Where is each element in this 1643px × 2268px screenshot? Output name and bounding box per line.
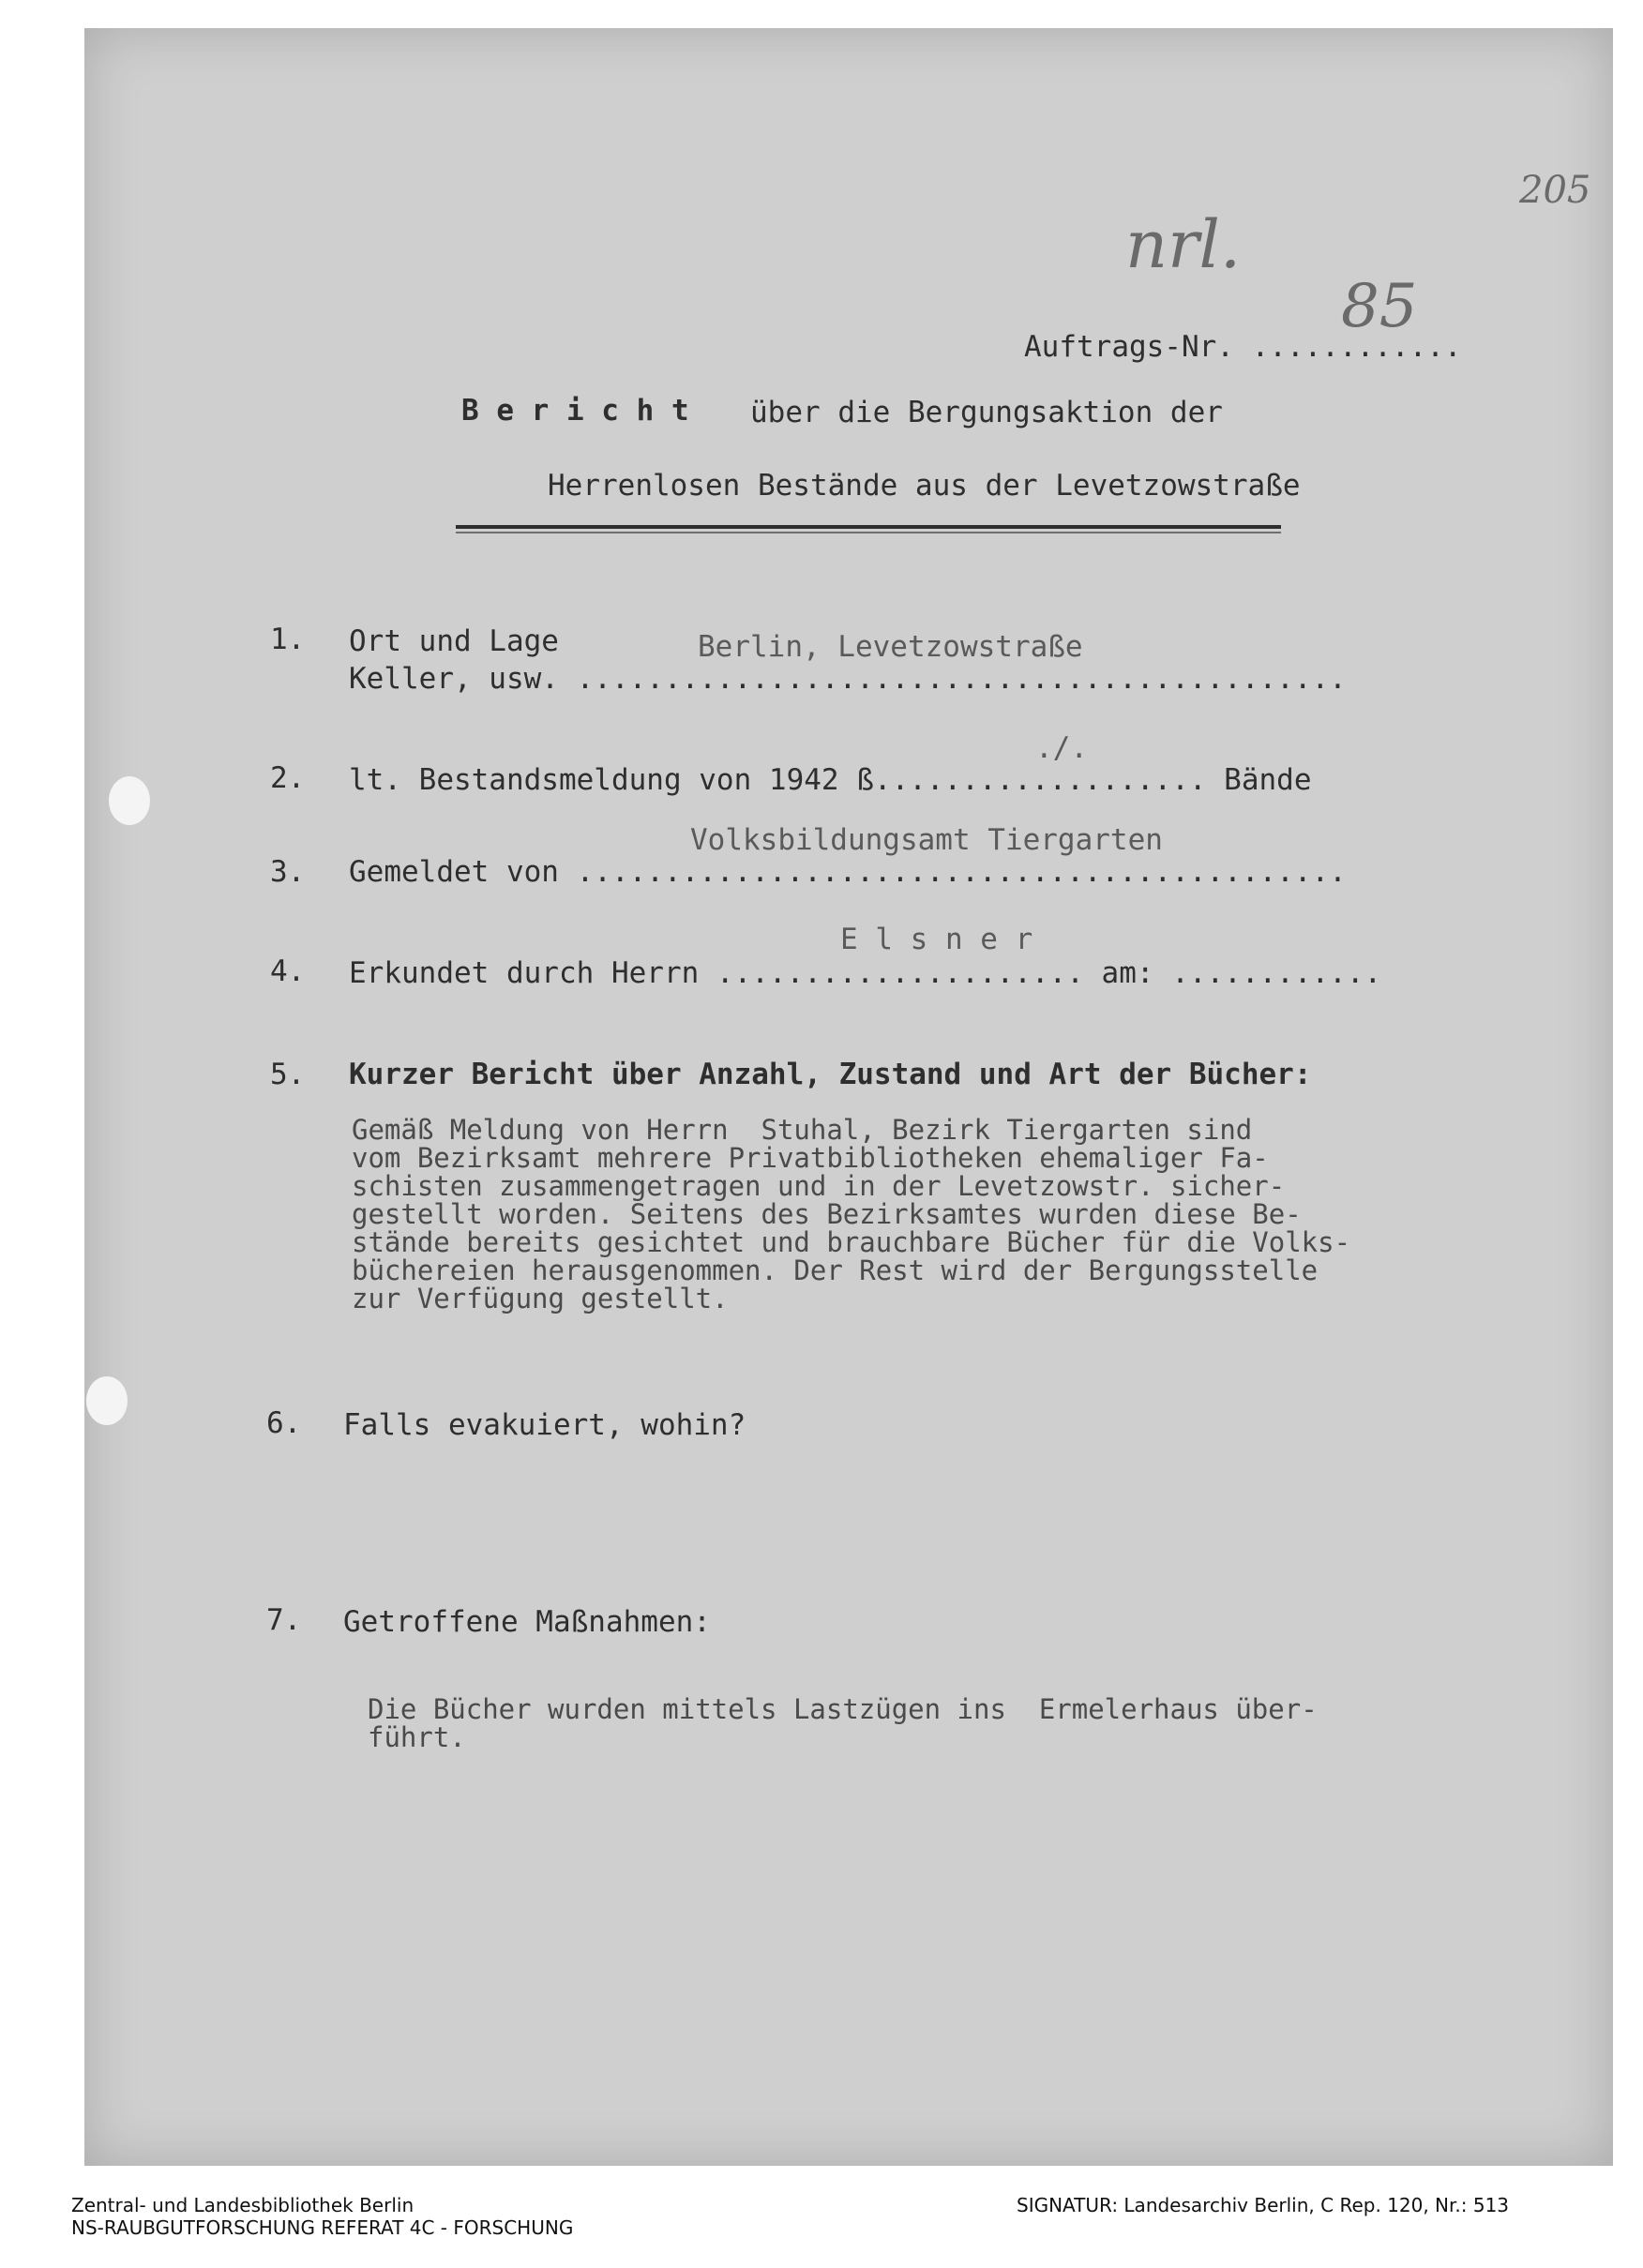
report-text-line: schisten zusammengetragen und in der Levetzowstr. sicher- (352, 1170, 1286, 1202)
item5-report-text (352, 1116, 1571, 1313)
item5-number: 5. (270, 1058, 306, 1091)
title-underline (456, 525, 1281, 529)
measures-text-line: Die Bücher wurden mittels Lastzügen ins Ermelerhaus über- (368, 1693, 1318, 1725)
title-underline-2 (456, 532, 1281, 533)
item2-line: lt. Bestandsmeldung von 1942 ß................... Bände (349, 763, 1312, 797)
footer-left-line2: NS-RAUBGUTFORSCHUNG REFERAT 4C - FORSCHUNG (71, 2216, 574, 2239)
item6-line: Falls evakuiert, wohin? (343, 1408, 746, 1442)
item1-label: Ort und Lage (349, 624, 559, 658)
measures-text-line: führt. (368, 1721, 466, 1753)
order-number-label: Auftrags-Nr. ............ (1024, 330, 1462, 364)
item3-number: 3. (270, 855, 306, 889)
report-title-rest: über die Bergungsaktion der (750, 396, 1223, 429)
item3-value: Volksbildungsamt Tiergarten (690, 823, 1163, 857)
report-text-line: büchereien herausgenommen. Der Rest wird der Bergungsstelle (352, 1254, 1319, 1286)
footer-signature: SIGNATUR: Landesarchiv Berlin, C Rep. 120, Nr.: 513 (1017, 2194, 1510, 2216)
item1-number: 1. (270, 623, 306, 656)
item3-line: Gemeldet von ............................................ (349, 855, 1347, 889)
item2-number: 2. (270, 761, 306, 795)
item2-value: ./. (1035, 731, 1088, 765)
report-text-line: gestellt worden. Seitens des Bezirksamtes wurden diese Be- (352, 1198, 1302, 1230)
item1-value: Berlin, Levetzowstraße (698, 630, 1083, 664)
item6-number: 6. (266, 1406, 302, 1440)
item4-line: Erkundet durch Herrn ..................... am: ............ (349, 956, 1382, 990)
item1-label-line2: Keller, usw. ............................................ (349, 662, 1347, 696)
item4-value: E l s n e r (840, 923, 1033, 956)
item4-number: 4. (270, 954, 306, 988)
handwritten-initials: nrl. (1125, 206, 1242, 283)
footer-left-line1: Zentral- und Landesbibliothek Berlin (71, 2194, 415, 2216)
item7-number: 7. (266, 1603, 302, 1637)
report-title-spaced: B e r i c h t (461, 394, 689, 428)
report-subtitle: Herrenlosen Bestände aus der Levetzowstraße (548, 469, 1301, 503)
report-text-line: stände bereits gesichtet und brauchbare Bücher für die Volks- (352, 1226, 1351, 1258)
report-text-line: vom Bezirksamt mehrere Privatbibliotheken ehemaliger Fa- (352, 1142, 1269, 1174)
handwritten-page-number: 205 (1519, 169, 1591, 212)
handwritten-order-number: 85 (1341, 272, 1418, 341)
item7-line: Getroffene Maßnahmen: (343, 1605, 711, 1639)
punch-hole-lower (86, 1376, 128, 1425)
item5-line: Kurzer Bericht über Anzahl, Zustand und Art der Bücher: (349, 1058, 1312, 1091)
item7-measures-text (368, 1695, 1318, 1751)
report-text-line: zur Verfügung gestellt. (352, 1283, 729, 1314)
punch-hole-upper (109, 776, 150, 825)
report-text-line: Gemäß Meldung von Herrn Stuhal, Bezirk Tiergarten sind (352, 1114, 1253, 1146)
